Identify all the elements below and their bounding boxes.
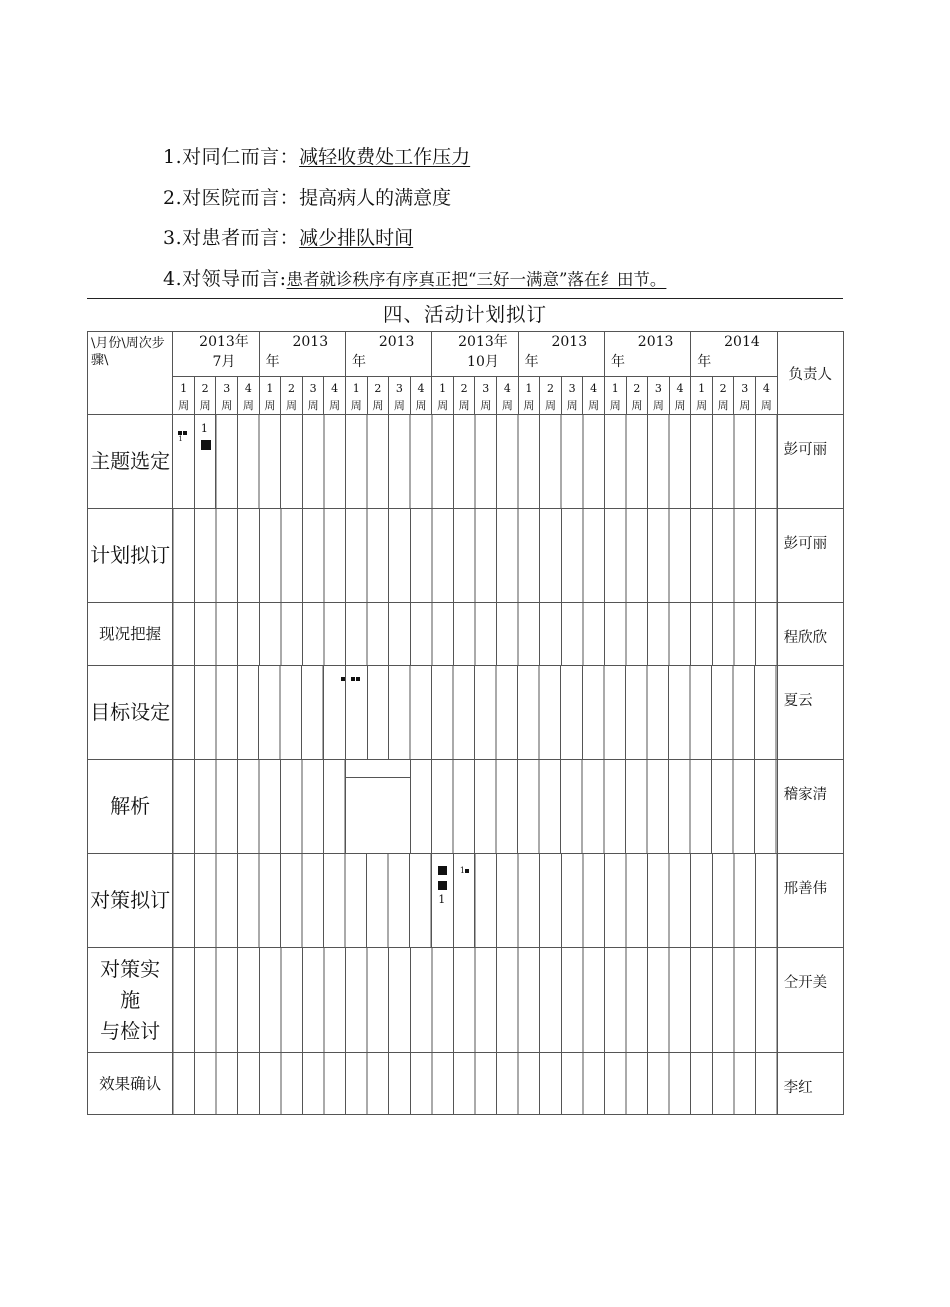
week-unit: 周 (458, 399, 470, 412)
section-title: 四、活动计划拟订 (382, 303, 547, 326)
step-row (88, 854, 844, 948)
week-header (648, 377, 670, 415)
week-header (259, 377, 281, 415)
goal-lead: 3.对患者而言： (163, 227, 300, 249)
week-unit: 周 (242, 399, 254, 412)
week-number: 1 (611, 382, 619, 395)
week-number: 4 (762, 382, 770, 395)
week-number: 1 (352, 382, 360, 395)
week-number: 1 (525, 382, 533, 395)
week-unit: 周 (286, 399, 297, 412)
week-unit: 周 (652, 399, 664, 412)
week-unit: 周 (437, 399, 449, 412)
week-unit: 周 (696, 399, 708, 412)
week-header (475, 377, 497, 415)
step-label: 计划拟订 (88, 509, 173, 603)
goal-lead: 4.对领导而言: (163, 267, 287, 290)
gantt-cell (194, 415, 216, 509)
schedule-mark (351, 677, 355, 681)
goals-list (163, 142, 666, 304)
week-unit: 周 (415, 399, 427, 412)
month-year: 2013 (551, 334, 588, 350)
week-header (432, 377, 454, 415)
month-header-row (88, 332, 844, 377)
goal-item-hospital (163, 183, 666, 224)
week-unit: 周 (264, 399, 276, 412)
owner-cell: 稽家清 (777, 760, 843, 854)
week-header (216, 377, 238, 415)
month-header (173, 332, 259, 377)
week-header (604, 377, 626, 415)
week-header (281, 377, 303, 415)
week-header (518, 377, 540, 415)
step-row (88, 509, 844, 603)
gantt-cell (453, 854, 475, 948)
schedule-mark (356, 677, 360, 681)
gantt-cells (173, 854, 432, 948)
week-number: 4 (331, 382, 339, 395)
month-year: 2013年 (458, 334, 508, 350)
schedule-mark (201, 440, 211, 450)
week-header (583, 377, 605, 415)
month-label: 10月 (467, 354, 499, 370)
week-header (626, 377, 648, 415)
owner-cell: 夏云 (777, 666, 843, 760)
step-row (88, 760, 844, 854)
week-number: 4 (244, 382, 252, 395)
gantt-cell (432, 854, 454, 948)
month-year: 2013 (637, 334, 674, 350)
week-number: 3 (482, 382, 490, 395)
step-label: 主题选定 (88, 415, 173, 509)
week-number: 2 (633, 382, 641, 395)
gantt-cells (216, 415, 777, 509)
month-label: 年 (351, 354, 366, 370)
week-unit: 周 (329, 399, 341, 412)
week-header (691, 377, 713, 415)
owner-cell: 李红 (777, 1053, 843, 1115)
week-unit: 周 (199, 399, 211, 412)
week-header-row (88, 377, 844, 415)
step-row (88, 666, 844, 760)
week-unit: 周 (480, 399, 492, 412)
month-label: 年 (610, 354, 625, 370)
week-number: 2 (201, 382, 209, 395)
week-header (669, 377, 691, 415)
week-number: 4 (676, 382, 684, 395)
week-number: 4 (503, 382, 511, 395)
week-number: 3 (741, 382, 749, 395)
gantt-cells (475, 854, 777, 948)
week-unit: 周 (566, 399, 578, 412)
month-header (432, 332, 518, 377)
month-year: 2013 (292, 334, 329, 350)
week-unit: 周 (307, 399, 319, 412)
week-number: 4 (417, 382, 425, 395)
gantt-cell (345, 666, 367, 760)
week-header (302, 377, 324, 415)
goal-text: 提高病人的满意度 (299, 186, 452, 209)
week-number: 2 (546, 382, 554, 395)
week-header (497, 377, 519, 415)
goal-item-staff (163, 142, 666, 183)
gantt-cells (173, 509, 777, 603)
gantt-cells (410, 760, 777, 854)
week-number: 3 (395, 382, 403, 395)
week-number: 2 (374, 382, 382, 395)
gantt-cell (173, 415, 195, 509)
timeline-bar (346, 777, 410, 778)
week-unit: 周 (178, 399, 190, 412)
week-header (756, 377, 778, 415)
week-unit: 周 (221, 399, 233, 412)
month-header (691, 332, 777, 377)
week-header (712, 377, 734, 415)
step-label: 对策拟订 (88, 854, 173, 948)
schedule-mark (183, 431, 187, 435)
week-header (453, 377, 475, 415)
week-header (238, 377, 260, 415)
step-row (88, 415, 844, 509)
week-number: 2 (719, 382, 727, 395)
week-number: 2 (460, 382, 468, 395)
month-year: 2013 (378, 334, 415, 350)
schedule-mark (438, 881, 447, 890)
owner-cell: 邢善伟 (777, 854, 843, 948)
mark-number: 1 (200, 422, 208, 435)
week-unit: 周 (717, 399, 729, 412)
month-label: 年 (524, 354, 539, 370)
corner-header: \月份\周次步骤\ (88, 332, 173, 415)
goal-lead: 2.对医院而言： (163, 186, 300, 209)
owner-cell: 彭可丽 (777, 415, 843, 509)
month-label: 7月 (212, 354, 236, 370)
owner-header: 负责人 (777, 332, 843, 415)
step-label: 解析 (88, 760, 173, 854)
goal-lead: 1.对同仁而言： (163, 146, 300, 168)
week-unit: 周 (588, 399, 600, 412)
week-header (389, 377, 411, 415)
week-number: 3 (223, 382, 231, 395)
owner-cell: 彭可丽 (777, 509, 843, 603)
month-header (345, 332, 431, 377)
week-unit: 周 (609, 399, 621, 412)
owner-cell: 仝开美 (777, 948, 843, 1053)
gantt-cell (324, 666, 346, 760)
gantt-cells (173, 948, 777, 1053)
mark-number: 1 (459, 866, 465, 875)
week-unit: 周 (631, 399, 643, 412)
week-unit: 周 (674, 399, 686, 412)
week-unit: 周 (739, 399, 751, 412)
week-number: 1 (266, 382, 274, 395)
goal-text: 减轻收费处工作压力 (299, 146, 471, 168)
step-row (88, 603, 844, 666)
mark-number: 1 (438, 893, 446, 906)
week-unit: 周 (523, 399, 535, 412)
step-label-line: 对策实 (100, 956, 161, 981)
week-number: 4 (590, 382, 598, 395)
week-number: 2 (288, 382, 295, 395)
week-header (540, 377, 562, 415)
week-header (367, 377, 389, 415)
month-header (518, 332, 604, 377)
month-year: 2014 (724, 334, 760, 350)
month-label: 年 (265, 354, 280, 370)
week-unit: 周 (544, 399, 556, 412)
week-number: 3 (654, 382, 662, 395)
schedule-mark (465, 869, 469, 873)
goal-text: 患者就诊秩序有序真正把“三好一满意”落在纟田节。 (286, 269, 667, 289)
month-year: 2013年 (199, 334, 249, 350)
step-label-line: 施 (120, 987, 141, 1012)
week-header (561, 377, 583, 415)
week-unit: 周 (760, 399, 772, 412)
goal-text: 减少排队时间 (299, 227, 414, 249)
week-number: 3 (309, 382, 317, 395)
week-number: 1 (180, 382, 188, 395)
gantt-cells (345, 760, 410, 854)
gantt-cells (173, 603, 777, 666)
step-label: 效果确认 (88, 1053, 173, 1115)
week-number: 1 (439, 382, 447, 395)
gantt-cells (173, 1053, 777, 1115)
week-unit: 周 (350, 399, 362, 412)
week-unit: 周 (393, 399, 405, 412)
week-header (734, 377, 756, 415)
step-label-line: 与检讨 (100, 1018, 161, 1043)
step-row (88, 948, 844, 1053)
step-row (88, 1053, 844, 1115)
gantt-cells (173, 666, 324, 760)
gantt-cells (173, 760, 346, 854)
step-label (88, 948, 173, 1053)
step-label: 现况把握 (88, 603, 173, 666)
week-unit: 周 (501, 399, 513, 412)
activity-plan-table (87, 331, 844, 1115)
week-header (410, 377, 432, 415)
gantt-cells (367, 666, 777, 760)
mark-number: 1 (178, 435, 183, 443)
week-number: 3 (568, 382, 576, 395)
month-header (604, 332, 690, 377)
week-header (345, 377, 367, 415)
week-header (324, 377, 346, 415)
week-header (173, 377, 195, 415)
week-number: 1 (698, 382, 706, 395)
month-label: 年 (697, 354, 712, 370)
week-unit: 周 (372, 399, 384, 412)
month-header (259, 332, 345, 377)
week-header (194, 377, 216, 415)
section-divider (87, 298, 843, 299)
step-label: 目标设定 (88, 666, 173, 760)
owner-cell: 程欣欣 (777, 603, 843, 666)
goal-item-patient (163, 223, 666, 264)
schedule-mark (438, 866, 447, 875)
